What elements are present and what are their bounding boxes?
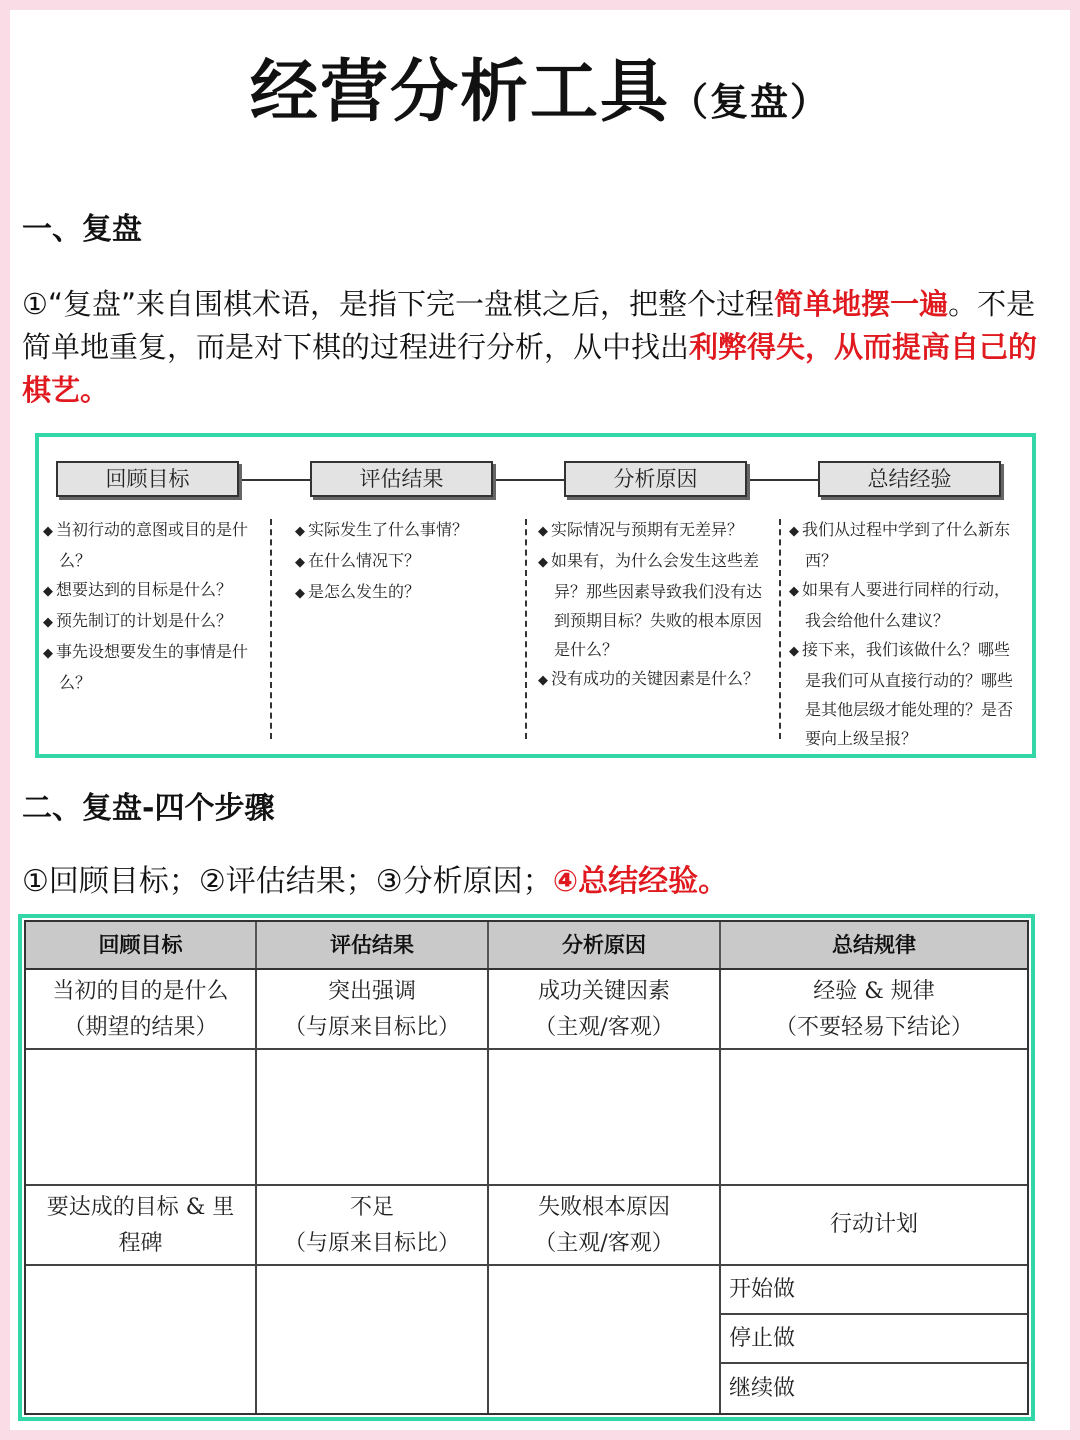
table-header: 回顾目标 [26, 922, 257, 968]
list-item: ◆ 如果有人要进行同样的行动，我会给他什么建议？ [789, 575, 1025, 635]
cell-line: 程碑 [118, 1231, 163, 1256]
cell-line: 当初的目的是什么 [52, 979, 229, 1004]
cell-line: 继续做 [729, 1375, 796, 1401]
page [10, 10, 1070, 1430]
action-stop [721, 1315, 1027, 1364]
page-title [10, 38, 1070, 135]
list-item: ◆ 实际情况与预期有无差异？ [538, 515, 766, 546]
cell-line: 开始做 [729, 1276, 796, 1302]
section2-heading: 二、复盘-四个步骤 [22, 791, 275, 826]
list-item: ◆ 如果有，为什么会发生这些差异？那些因素导致我们没有达到预期目标？失败的根本原因是什么？ [538, 546, 766, 664]
cell-line: （与原来目标比） [283, 1015, 460, 1040]
title-main: 经营分析工具 [249, 53, 670, 132]
table-cell-empty [721, 1050, 1027, 1186]
para-seg1: ①“复盘”来自围棋术语，是指下完一盘棋之后，把整个过程 [22, 287, 775, 321]
cell-line: 失败根本原因 [537, 1195, 670, 1220]
cell-line: 成功关键因素 [537, 979, 670, 1004]
connector-line [747, 479, 820, 481]
cell-line: 突出强调 [327, 979, 416, 1004]
list-item: ◆ 想要达到的目标是什么？ [43, 575, 253, 606]
table-cell-action-plan [721, 1186, 1027, 1266]
review-diagram [35, 433, 1036, 758]
step-box-analyze-cause: 分析原因 [564, 461, 747, 497]
table-cell [721, 970, 1027, 1050]
cell-line: （期望的结果） [63, 1015, 218, 1040]
cell-line: （与原来目标比） [283, 1231, 460, 1256]
list-item: ◆ 当初行动的意图或目的是什么？ [43, 515, 253, 575]
table-cell-empty [26, 1050, 257, 1186]
dashed-divider [779, 519, 781, 739]
steps-text: ①回顾目标；②评估结果；③分析原因； [22, 864, 553, 899]
step-column-analyze-cause [538, 515, 766, 695]
table-cell [26, 970, 257, 1050]
step-column-summarize-experience [789, 515, 1025, 753]
step-box-summarize-experience: 总结经验 [818, 461, 1001, 497]
dashed-divider [270, 519, 272, 739]
list-item: ◆ 预先制订的计划是什么？ [43, 606, 253, 637]
cell-line: （不要轻易下结论） [774, 1015, 973, 1040]
steps-highlight: ④总结经验。 [552, 864, 729, 899]
table-cell [26, 1186, 257, 1266]
para-highlight-2: 利弊得失，从而提高自己的棋艺。 [22, 330, 1038, 407]
step-box-evaluate-result: 评估结果 [310, 461, 493, 497]
table-header: 分析原因 [489, 922, 721, 968]
table-cell-empty [257, 1050, 489, 1186]
cell-line: 行动计划 [829, 1212, 918, 1237]
list-item: ◆ 在什么情况下？ [295, 546, 505, 577]
table-cell-empty [489, 1266, 721, 1413]
table-header: 总结规律 [721, 922, 1027, 968]
action-start [721, 1266, 1027, 1315]
dashed-divider [525, 519, 527, 739]
connector-line [239, 479, 312, 481]
step-box-review-goal: 回顾目标 [56, 461, 239, 497]
table-cell-empty [257, 1266, 489, 1413]
table-cell-empty [26, 1266, 257, 1413]
table-cell [489, 970, 721, 1050]
title-sub: （复盘） [670, 80, 831, 124]
action-continue [721, 1364, 1027, 1413]
review-table-frame [18, 914, 1035, 1421]
step-column-evaluate-result [295, 515, 505, 608]
cell-line: 要达成的目标 & 里 [46, 1195, 235, 1220]
cell-line: 不足 [349, 1195, 394, 1220]
step-column-review-goal [43, 515, 253, 697]
list-item: ◆ 实际发生了什么事情？ [295, 515, 505, 546]
table-cell-empty [489, 1050, 721, 1186]
cell-line: （主观/客观） [534, 1015, 674, 1040]
cell-line: 经验 & 规律 [813, 979, 935, 1004]
section1-paragraph [22, 283, 1062, 412]
para-seg3: 。不是简单地重复，而是对下棋的过程进行分析，从中找出 [22, 287, 1036, 364]
list-item: ◆ 没有成功的关键因素是什么？ [538, 664, 766, 695]
section1-heading: 一、复盘 [22, 212, 142, 247]
table-cell [257, 970, 489, 1050]
list-item: ◆ 接下来，我们该做什么？哪些是我们可从直接行动的？哪些是其他层级才能处理的？是否要向上级呈报？ [789, 635, 1025, 753]
section2-steps [22, 860, 1062, 903]
review-table [24, 920, 1029, 1415]
list-item: ◆ 我们从过程中学到了什么新东西？ [789, 515, 1025, 575]
table-cell [489, 1186, 721, 1266]
para-highlight-1: 简单地摆一遍 [774, 287, 949, 321]
list-item: ◆ 事先设想要发生的事情是什么？ [43, 637, 253, 697]
cell-line: 停止做 [729, 1325, 796, 1351]
table-cell [257, 1186, 489, 1266]
list-item: ◆ 是怎么发生的？ [295, 577, 505, 608]
connector-line [493, 479, 566, 481]
cell-line: （主观/客观） [534, 1231, 674, 1256]
table-header: 评估结果 [257, 922, 489, 968]
